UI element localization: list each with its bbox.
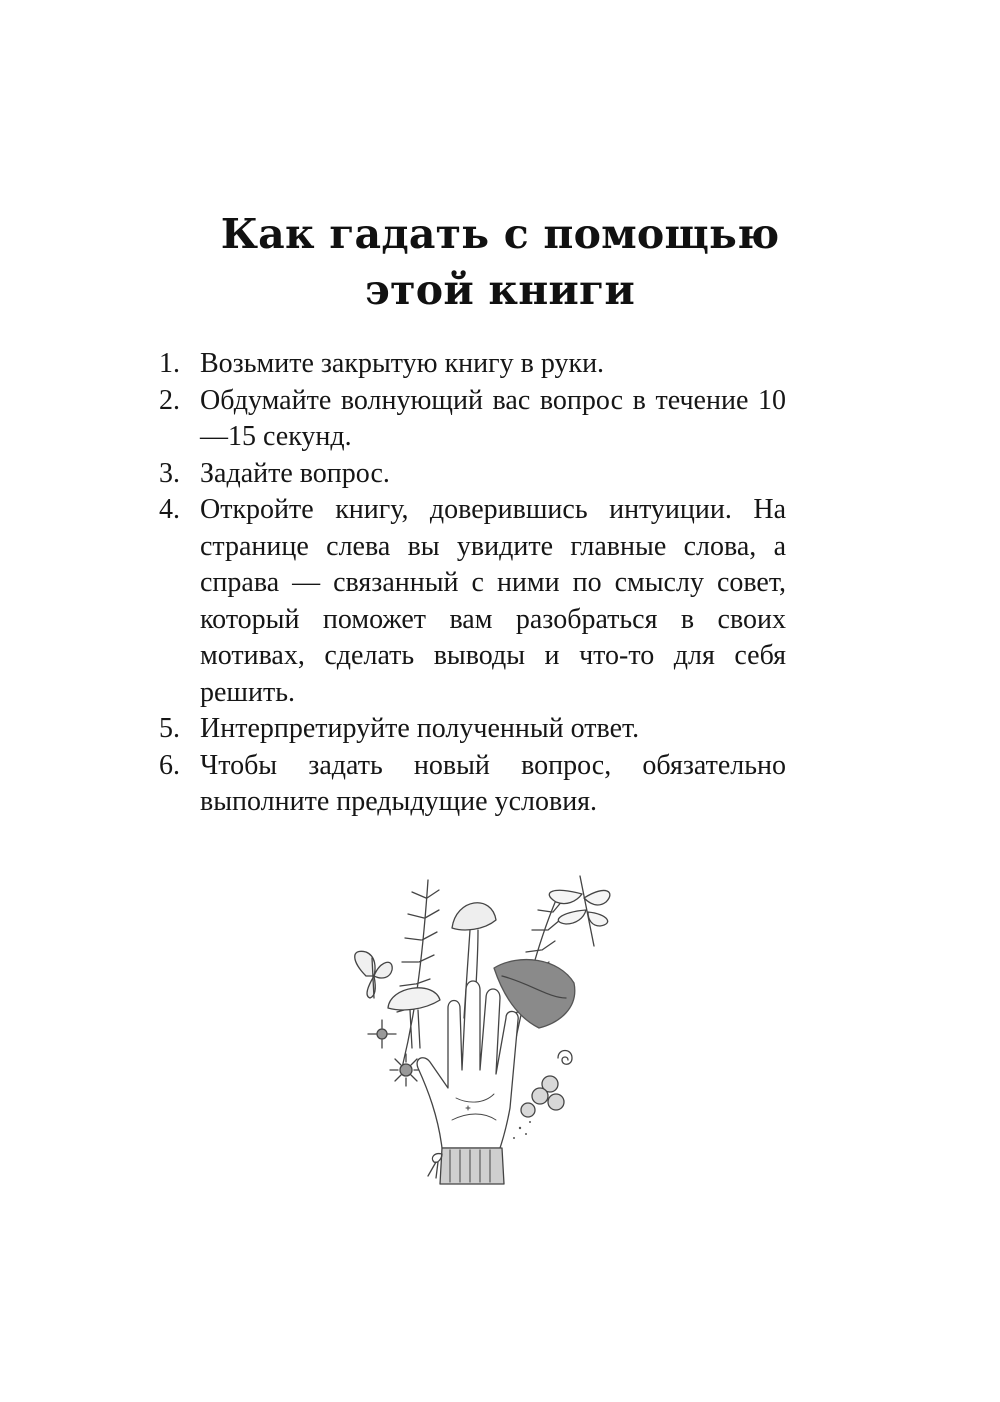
step-text: Задайте вопрос.	[200, 457, 390, 489]
step-text: Чтобы задать новый вопрос, обязательно выполните предыдущие условия.	[200, 749, 786, 817]
page-title	[0, 206, 1000, 318]
hand-bouquet-illustration	[344, 858, 614, 1188]
mushroom-small-icon	[388, 988, 440, 1048]
fiddlehead-icon	[558, 1051, 572, 1065]
daisy-icon	[368, 1020, 422, 1086]
step-text: Возьмите закрытую книгу в руки.	[200, 348, 605, 379]
step-number: 4.	[159, 494, 180, 525]
instruction-step-2	[159, 383, 786, 456]
step-text: Обдумайте волнующий вас вопрос в течение 10—15 секунд.	[200, 384, 786, 452]
step-number: 3.	[159, 457, 180, 489]
raspberry-icon	[521, 1076, 564, 1117]
page-title-line-2: этой книги	[365, 266, 635, 314]
step-number: 1.	[159, 348, 180, 379]
instruction-step-6	[159, 748, 786, 821]
step-number: 6.	[159, 749, 180, 781]
butterfly-icon	[355, 951, 392, 998]
fern-left-icon	[397, 880, 439, 1068]
step-text: Откройте книгу, доверившись интуиции. На странице слева вы увидите главные слова, а справа — связанный с ними по смыслу совет, который поможет вам разобраться в своих мотивах, сделать выводы и что-то для себя решить.	[200, 494, 786, 708]
cuff-icon	[428, 1148, 504, 1184]
sparkle-dots	[513, 1121, 531, 1139]
instruction-step-4	[159, 492, 786, 711]
page-title-line-1: Как гадать с помощью	[220, 210, 780, 258]
hand-icon	[417, 981, 518, 1148]
instruction-list	[159, 346, 786, 821]
step-number: 2.	[159, 384, 180, 416]
instruction-step-1	[159, 346, 786, 383]
step-text: Интерпретируйте полученный ответ.	[200, 713, 640, 744]
instruction-step-3	[159, 456, 786, 493]
step-number: 5.	[159, 713, 180, 744]
instruction-step-5	[159, 711, 786, 748]
dragonfly-icon	[549, 876, 610, 946]
